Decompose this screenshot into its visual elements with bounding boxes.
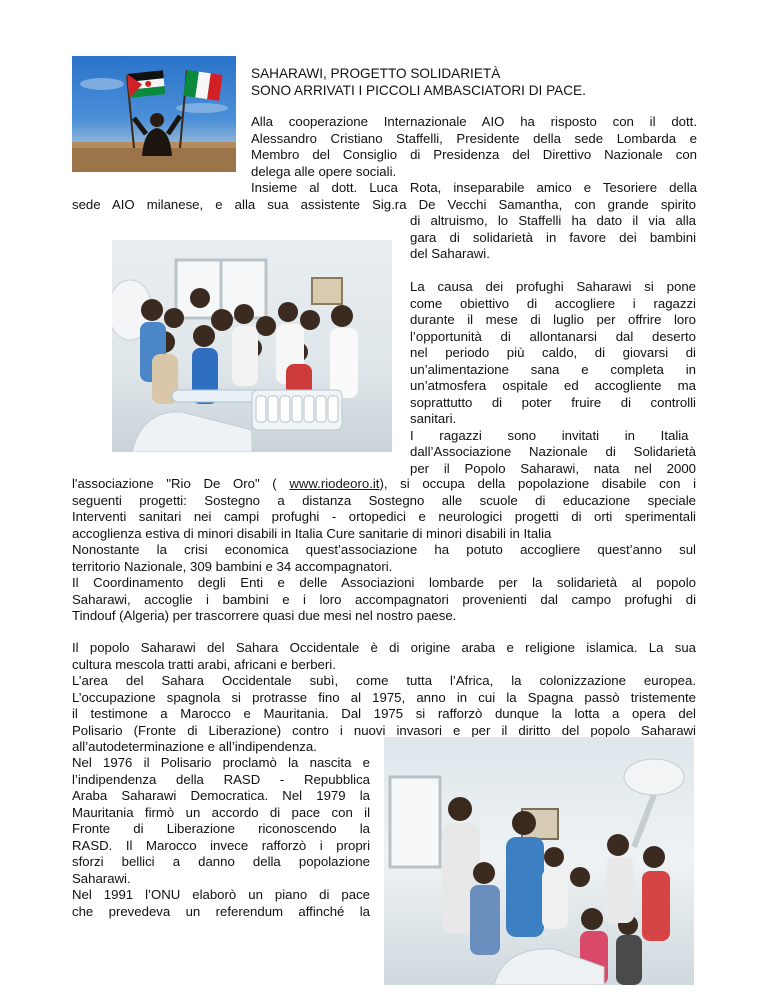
body1-line: Tindouf (Algeria) per trascorrere quasi due mesi nel nostro paese. — [72, 608, 457, 623]
body2-line: L’area del Sahara Occidentale subì, come tutta l’Africa, la colonizzazione europea. — [72, 673, 696, 688]
right-line: soprattutto di poter fruire di controlli — [410, 394, 696, 410]
body2-line: cultura mescola tratti arabi, africani e berberi. — [72, 656, 336, 672]
intro-paragraph — [251, 114, 697, 197]
right-line: come obiettivo di accogliere i ragazzi — [410, 295, 696, 311]
body1-line: Saharawi, accoglie i bambini e i loro accompagnatori provenienti dal campo profughi di — [72, 591, 696, 607]
right-column-text-a — [410, 213, 696, 263]
right-line: gara di solidarietà in favore dei bambini — [410, 229, 696, 245]
body1-line: territorio Nazionale, 309 bambini e 34 accompagnatori. — [72, 558, 393, 574]
photo-volunteers-children — [384, 737, 694, 985]
title-line-2: SONO ARRIVATI I PICCOLI AMBASCIATORI DI PACE. — [251, 82, 586, 98]
right-line: durante il mese di luglio per offrire loro — [410, 312, 696, 327]
right-column-text-b — [410, 279, 696, 477]
intro-full-line — [72, 197, 696, 214]
body1-line-with-link: l'associazione "Rio De Oro" ( www.riodeoro.it), si occupa della popolazione disabile con i — [72, 476, 696, 491]
title-line-1: SAHARAWI, PROGETTO SOLIDARIETÀ — [251, 66, 501, 81]
clinic-group2-illustration — [384, 737, 694, 985]
left-line: Nel 1991 l’ONU elaborò un piano di pace — [72, 887, 370, 902]
left-column-text — [72, 755, 370, 920]
body1-line: Nonostante la crisi economica quest’associazione ha potuto accogliere quest’anno sul — [72, 542, 696, 557]
body1-line: Il Coordinamento degli Enti e delle Associazioni lombarde per la solidarietà al popolo — [72, 575, 696, 590]
body1-line: seguenti progetti: Sostegno a distanza Sostegno alle scuole di educazione speciale — [72, 492, 696, 508]
intro-line: delega alle opere sociali. — [251, 163, 397, 179]
right-line: un’atmosfera ospitale ed accogliente ma — [410, 378, 696, 393]
flags-illustration — [72, 56, 236, 172]
right-line: del Saharawi. — [410, 246, 490, 261]
italian-flag — [183, 70, 222, 101]
right-line: l’opportunità di allontanarsi dal deserto — [410, 328, 696, 344]
left-line: Saharawi. — [72, 870, 131, 886]
body2-line: il testimone a Marocco e Mauritania. Dal 1975 si rafforzò dunque la lotta a opera del — [72, 706, 696, 721]
left-line: Nel 1976 il Polisario proclamò la nascita e — [72, 755, 370, 770]
body2-line: Il popolo Saharawi del Sahara Occidentale è di origine araba e religione islamica. La sua — [72, 640, 696, 655]
left-line: RASD. Il Marocco invece rafforzò i propri — [72, 837, 370, 853]
left-line: Araba Saharawi Democratica. Nel 1979 la — [72, 788, 370, 803]
left-line: l’indipendenza della RASD - Repubblica — [72, 771, 370, 787]
right-line: nel periodo più caldo, di giovarsi di — [410, 345, 696, 360]
body2-line: all’autodeterminazione e all’indipendenza. — [72, 739, 317, 754]
photo-children-clinic — [112, 240, 392, 452]
body-paragraph-1 — [72, 476, 696, 625]
right-line: I ragazzi sono invitati in Italia — [410, 427, 689, 443]
body2-line: L’occupazione spagnola si protrasse fino al 1975, anno in cui la Spagna passò tristemente — [72, 689, 696, 705]
left-line: che prevedeva un referendum affinché la — [72, 903, 370, 919]
body2-line: Polisario (Fronte di Liberazione) contro i nuovi invasori e per il diritto del popolo Saharawi — [72, 722, 696, 738]
riodeoro-link[interactable]: www.riodeoro.it — [289, 476, 380, 491]
right-line: La causa dei profughi Saharawi si pone — [410, 279, 696, 294]
photo-flags-desert — [72, 56, 236, 172]
intro-line: Alessandro Cristiano Staffelli, Presidente della sede Lombarda e — [251, 130, 697, 146]
intro-line: Membro del Consiglio di Presidenza del Direttivo Nazionale con — [251, 147, 697, 162]
left-line: Fronte di Liberazione riconoscendo la — [72, 821, 370, 836]
right-line: di altruismo, lo Staffelli ha dato il via alla — [410, 213, 696, 228]
body1-line: accoglienza estiva di minori disabili in Italia Cure sanitarie di minori disabili in Italia — [72, 525, 552, 541]
left-line: Mauritania firmò un accordo di pace con il — [72, 804, 370, 820]
right-line: sanitari. — [410, 411, 457, 426]
body1-line: Interventi sanitari nei campi profughi - ortopedici e neurologici progetti di orti sperimentali — [72, 509, 696, 524]
intro-line: Alla cooperazione Internazionale AIO ha risposto con il dott. — [251, 114, 697, 129]
right-line: un’alimentazione sana e completa in — [410, 361, 696, 377]
right-line: dall’Associazione Nazionale di Solidarietà — [410, 444, 696, 459]
saharawi-flag — [127, 70, 165, 98]
left-line: sforzi bellici a danno della popolazione — [72, 854, 370, 869]
clinic-group-illustration — [112, 240, 392, 452]
intro-line: sede AIO milanese, e alla sua assistente Sig.ra De Vecchi Samantha, con grande spirito — [72, 196, 696, 212]
article-title — [251, 65, 586, 98]
intro-line: Insieme al dott. Luca Rota, inseparabile amico e Tesoriere della — [251, 180, 697, 195]
right-line: per il Popolo Saharawi, nata nel 2000 — [410, 460, 696, 476]
